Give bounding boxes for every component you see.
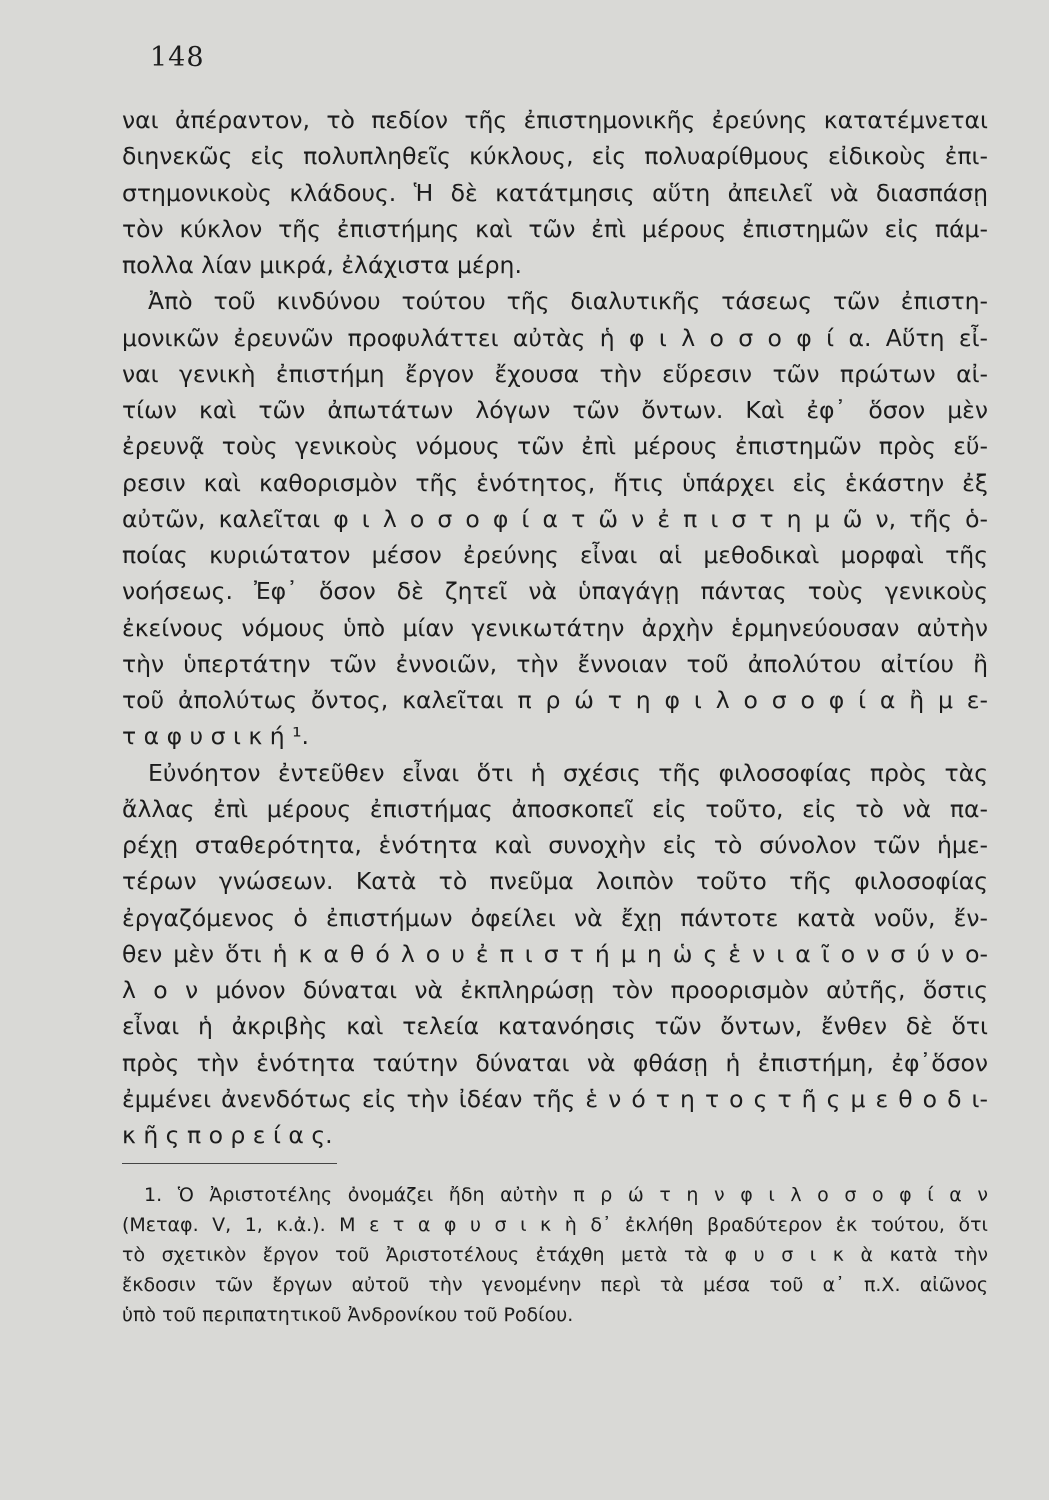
text-line: πολλα λίαν μικρά, ἐλάχιστα μέρη. <box>122 251 522 279</box>
text-line: τὸν κύκλον τῆς ἐπιστήμης καὶ τῶν ἐπὶ μέρους ἐπιστημῶν εἰς πάμ- <box>122 214 988 243</box>
footnote-line: (Μεταφ. V, 1, κ.ἀ.). Μ ε τ α φ υ σ ι κ ὴ δ᾽ ἐκλήθη βραδύτερον ἐκ τούτου, ὅτι <box>122 1214 988 1236</box>
text-line: τ α φ υ σ ι κ ή ¹. <box>122 722 309 751</box>
text-line: διηνεκῶς εἰς πολυπληθεῖς κύκλους, εἰς πολυαρίθμους εἰδικοὺς ἐπι- <box>122 142 988 171</box>
text-line: ἐρευνᾷ τοὺς γενικοὺς νόμους τῶν ἐπὶ μέρους ἐπιστημῶν πρὸς εὕ- <box>122 432 988 461</box>
text-line: ἐργαζόμενος ὁ ἐπιστήμων ὀφείλει νὰ ἔχῃ πάντοτε κατὰ νοῦν, ἔν- <box>122 903 988 932</box>
text-line: ποίας κυριώτατον μέσον ἐρεύνης εἶναι αἱ μεθοδικαὶ μορφαὶ τῆς <box>122 541 988 569</box>
text-line: ναι ἀπέραντον, τὸ πεδίον τῆς ἐπιστημονικῆς ἐρεύνης κατατέμνεται <box>122 106 988 134</box>
body-text <box>122 102 988 1153</box>
text-line: ἐμμένει ἀνενδότως εἰς τὴν ἰδέαν τῆς ἑ ν ό τ η τ ο ς τ ῆ ς μ ε θ ο δ ι- <box>122 1084 988 1113</box>
text-line: στημονικοὺς κλάδους. Ἡ δὲ κατάτμησις αὕτη ἀπειλεῖ νὰ διασπάσῃ <box>122 178 988 207</box>
text-line: εἶναι ἡ ἀκριβὴς καὶ τελεία κατανόησις τῶν ὄντων, ἔνθεν δὲ ὅτι <box>122 1012 988 1041</box>
text-line: τὴν ὑπερτάτην τῶν ἐννοιῶν, τὴν ἔννοιαν τοῦ ἀπολύτου αἰτίου ἢ <box>122 649 988 678</box>
text-line: μονικῶν ἐρευνῶν προφυλάττει αὐτὰς ἡ φ ι λ ο σ ο φ ί α. Αὕτη εἶ- <box>122 323 988 352</box>
text-line: νοήσεως. Ἐφ᾽ ὅσον δὲ ζητεῖ νὰ ὑπαγάγῃ πάντας τοὺς γενικοὺς <box>122 577 988 606</box>
text-line: ἐκείνους νόμους ὑπὸ μίαν γενικωτάτην ἀρχὴν ἑρμηνεύουσαν αὐτὴν <box>122 613 988 642</box>
text-line: τοῦ ἀπολύτως ὄντος, καλεῖται π ρ ώ τ η φ ι λ ο σ ο φ ί α ἢ μ ε- <box>122 686 988 714</box>
footnote-line: 1. Ὁ Ἀριστοτέλης ὀνομάζει ἤδη αὐτὴν π ρ ώ τ η ν φ ι λ ο σ ο φ ί α ν <box>144 1184 988 1206</box>
text-line: ρεσιν καὶ καθορισμὸν τῆς ἑνότητος, ἥτις ὑπάρχει εἰς ἑκάστην ἐξ <box>122 468 988 497</box>
footnote-divider <box>122 1163 337 1164</box>
text-line: λ ο ν μόνον δύναται νὰ ἐκπληρώσῃ τὸν προορισμὸν αὐτῆς, ὅστις <box>122 976 988 1004</box>
text-line: Ἀπὸ τοῦ κινδύνου τούτου τῆς διαλυτικῆς τάσεως τῶν ἐπιστη- <box>148 287 988 316</box>
footnotes <box>122 1180 988 1330</box>
text-line: ναι γενικὴ ἐπιστήμη ἔργον ἔχουσα τὴν εὕρεσιν τῶν πρώτων αἰ- <box>122 359 988 388</box>
footnote-line: ὑπὸ τοῦ περιπατητικοῦ Ἀνδρονίκου τοῦ Ροδίου. <box>122 1304 574 1326</box>
footnote-line: ἔκδοσιν τῶν ἔργων αὐτοῦ τὴν γενομένην περὶ τὰ μέσα τοῦ α᾽ π.Χ. αἰῶνος <box>122 1274 988 1296</box>
footnote-line: τὸ σχετικὸν ἔργον τοῦ Ἀριστοτέλους ἐτάχθη μετὰ τὰ φ υ σ ι κ ὰ κατὰ τὴν <box>122 1244 988 1266</box>
text-line: ἄλλας ἐπὶ μέρους ἐπιστήμας ἀποσκοπεῖ εἰς τοῦτο, εἰς τὸ νὰ πα- <box>122 794 988 823</box>
text-line: ρέχῃ σταθερότητα, ἑνότητα καὶ συνοχὴν εἰς τὸ σύνολον τῶν ἡμε- <box>122 831 988 859</box>
text-line: θεν μὲν ὅτι ἡ κ α θ ό λ ο υ ἐ π ι σ τ ή μ η ὡ ς ἑ ν ι α ῖ ο ν σ ύ ν ο- <box>122 939 988 968</box>
text-line: Εὐνόητον ἐντεῦθεν εἶναι ὅτι ἡ σχέσις τῆς φιλοσοφίας πρὸς τὰς <box>148 758 988 787</box>
page-number: 148 <box>150 42 205 73</box>
text-line: τέρων γνώσεων. Κατὰ τὸ πνεῦμα λοιπὸν τοῦτο τῆς φιλοσοφίας <box>122 867 988 896</box>
text-line: πρὸς τὴν ἑνότητα ταύτην δύναται νὰ φθάσῃ ἡ ἐπιστήμη, ἐφ᾽ὅσον <box>122 1048 988 1077</box>
text-line: κ ῆ ς π ο ρ ε ί α ς. <box>122 1121 333 1149</box>
text-line: τίων καὶ τῶν ἀπωτάτων λόγων τῶν ὄντων. Καὶ ἐφ᾽ ὅσον μὲν <box>122 396 988 424</box>
text-line: αὐτῶν, καλεῖται φ ι λ ο σ ο φ ί α τ ῶ ν ἐ π ι σ τ η μ ῶ ν, τῆς ὁ- <box>122 504 988 533</box>
